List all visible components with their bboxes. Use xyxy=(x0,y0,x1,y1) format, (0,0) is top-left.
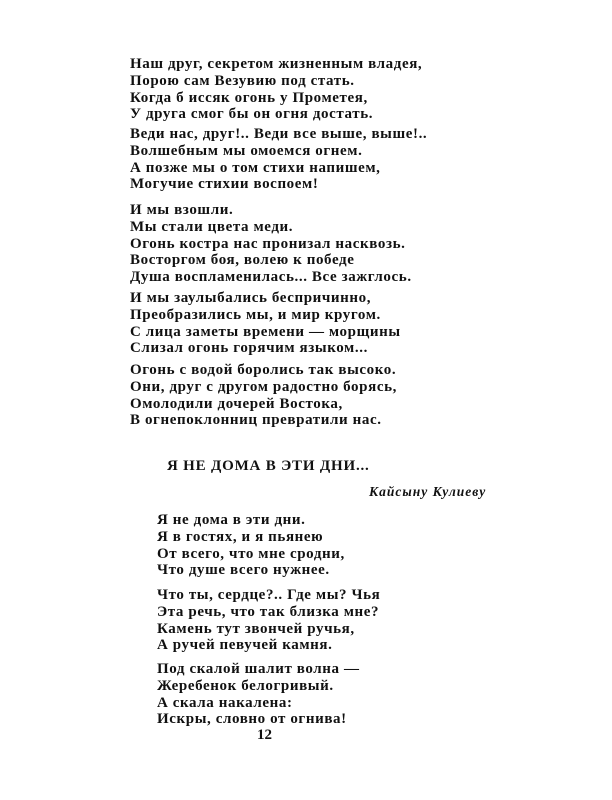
verse-line: А ручей певучей камня. xyxy=(157,637,333,654)
poem1-stanza-5 xyxy=(130,362,397,429)
poem1-stanza-3 xyxy=(130,202,412,286)
verse-line: Наш друг, секретом жизненным владея, xyxy=(130,56,423,72)
poem1-stanza-1 xyxy=(130,56,422,123)
verse-line: Волшебным мы омоемся огнем. xyxy=(130,142,363,159)
verse-line: Омолодили дочерей Востока, xyxy=(130,395,343,412)
verse-line: Они, друг с другом радостно борясь, xyxy=(130,378,397,395)
verse-line: Восторгом боя, волею к победе xyxy=(130,252,355,269)
verse-line: Жеребенок белогривый. xyxy=(157,677,334,694)
verse-line: С лица заметы времени — морщины xyxy=(130,323,401,340)
verse-line: Что ты, сердце?.. Где мы? Чья xyxy=(157,587,381,603)
poem2-stanza-1 xyxy=(157,512,345,579)
page-number: 12 xyxy=(257,727,272,743)
verse-line: Огонь костра нас пронизал насквозь. xyxy=(130,235,406,252)
verse-line: От всего, что мне сродни, xyxy=(157,545,345,562)
verse-line: Мы стали цвета меди. xyxy=(130,218,294,235)
poem2-stanza-3 xyxy=(157,661,360,728)
poem-dedication: Кайсыну Кулиеву xyxy=(369,484,487,499)
verse-line: И мы заулыбались беспричинно, xyxy=(130,290,372,306)
verse-line: И мы взошли. xyxy=(130,202,234,218)
verse-line: Порою сам Везувию под стать. xyxy=(130,72,355,89)
verse-line: Эта речь, что так близка мне? xyxy=(157,603,380,620)
verse-line: Веди нас, друг!.. Веди все выше, выше!.. xyxy=(130,126,428,142)
verse-line: Искры, словно от огнива! xyxy=(157,711,347,728)
verse-line: Я в гостях, и я пьянею xyxy=(157,528,324,545)
poem1-stanza-4 xyxy=(130,290,401,357)
verse-line: Слизал огонь горячим языком... xyxy=(130,340,368,357)
verse-line: У друга смог бы он огня достать. xyxy=(130,106,374,123)
verse-line: Что душе всего нужнее. xyxy=(157,562,330,579)
poem2-stanza-2 xyxy=(157,587,380,654)
verse-line: Душа воспламенилась... Все зажглось. xyxy=(130,269,412,286)
verse-line: Я не дома в эти дни. xyxy=(157,512,306,528)
verse-line: А позже мы о том стихи напишем, xyxy=(130,159,381,176)
poem-title: Я НЕ ДОМА В ЭТИ ДНИ... xyxy=(167,458,370,474)
verse-line: Преобразились мы, и мир кругом. xyxy=(130,306,381,323)
verse-line: Могучие стихии воспоем! xyxy=(130,176,319,193)
verse-line: А скала накалена: xyxy=(157,694,293,711)
verse-line: Камень тут звончей ручья, xyxy=(157,620,355,637)
verse-line: Под скалой шалит волна — xyxy=(157,661,360,677)
verse-line: Огонь с водой боролись так высоко. xyxy=(130,362,397,378)
poem1-stanza-2 xyxy=(130,126,427,193)
verse-line: Когда б иссяк огонь у Прометея, xyxy=(130,89,368,106)
verse-line: В огнепоклонниц превратили нас. xyxy=(130,412,382,429)
